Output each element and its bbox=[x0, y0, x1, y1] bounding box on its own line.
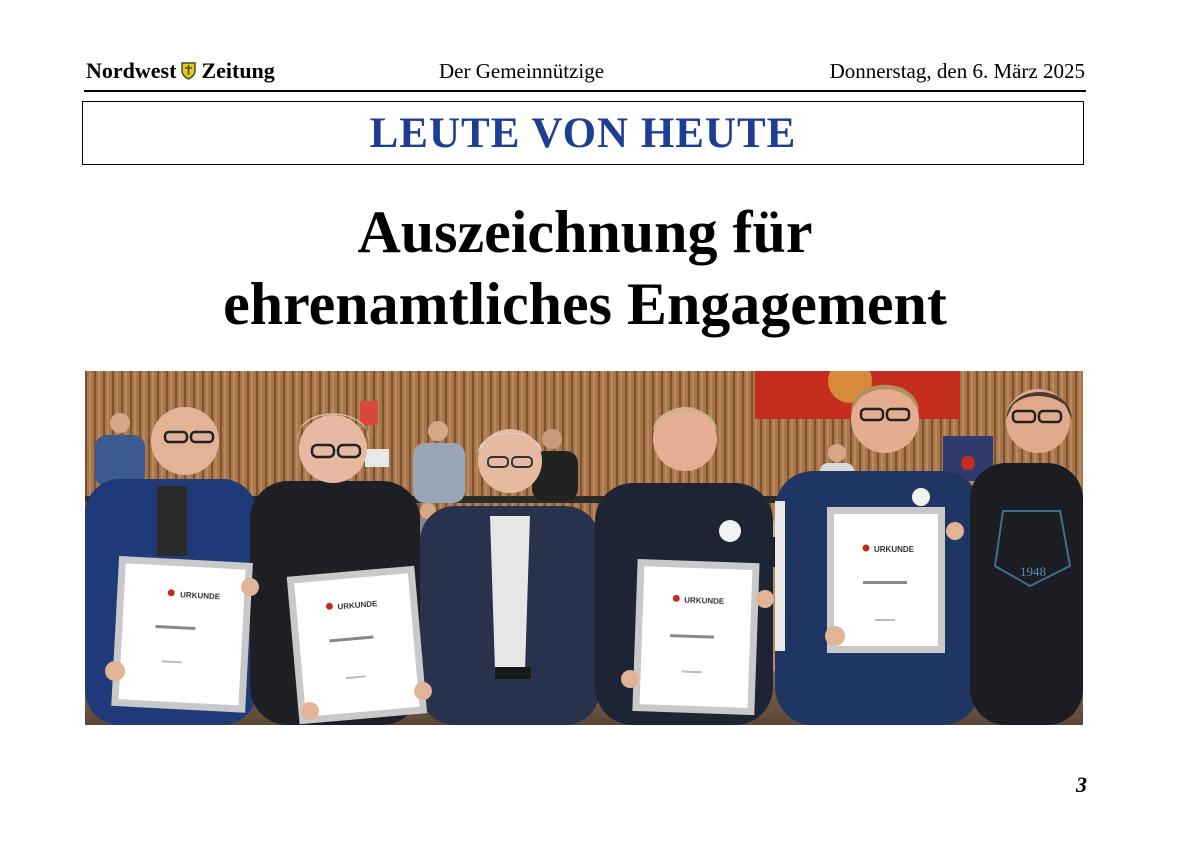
headline-line-1: Auszeichnung für bbox=[357, 199, 813, 265]
certificate-label: URKUNDE bbox=[337, 599, 378, 612]
section-name: Der Gemeinnützige bbox=[439, 59, 605, 83]
article-photo bbox=[85, 371, 1083, 725]
certificate-1 bbox=[111, 556, 253, 713]
section-banner bbox=[82, 101, 1084, 165]
headline-line-2: ehrenamtliches Engagement bbox=[223, 271, 947, 337]
masthead bbox=[84, 56, 1085, 88]
coat-of-arms-icon bbox=[181, 62, 196, 80]
certificate-2 bbox=[287, 566, 427, 725]
hoodie-badge-text: 1948 bbox=[1020, 564, 1046, 579]
certificate-label: URKUNDE bbox=[874, 545, 914, 554]
certificate-label: URKUNDE bbox=[684, 595, 725, 606]
certificate-3 bbox=[632, 559, 759, 715]
issue-date: Donnerstag, den 6. März 2025 bbox=[829, 59, 1085, 83]
logo-word-nordwest: Nordwest bbox=[86, 58, 177, 83]
award-group-photo bbox=[85, 371, 1083, 725]
certificate-4 bbox=[827, 507, 945, 653]
logo-word-zeitung: Zeitung bbox=[201, 58, 275, 83]
certificate-label: URKUNDE bbox=[179, 590, 221, 602]
article-headline bbox=[84, 196, 1086, 340]
page-number: 3 bbox=[1076, 772, 1087, 797]
newspaper-logo bbox=[86, 58, 275, 84]
masthead-rule bbox=[84, 90, 1086, 92]
banner-title: LEUTE VON HEUTE bbox=[369, 110, 797, 157]
